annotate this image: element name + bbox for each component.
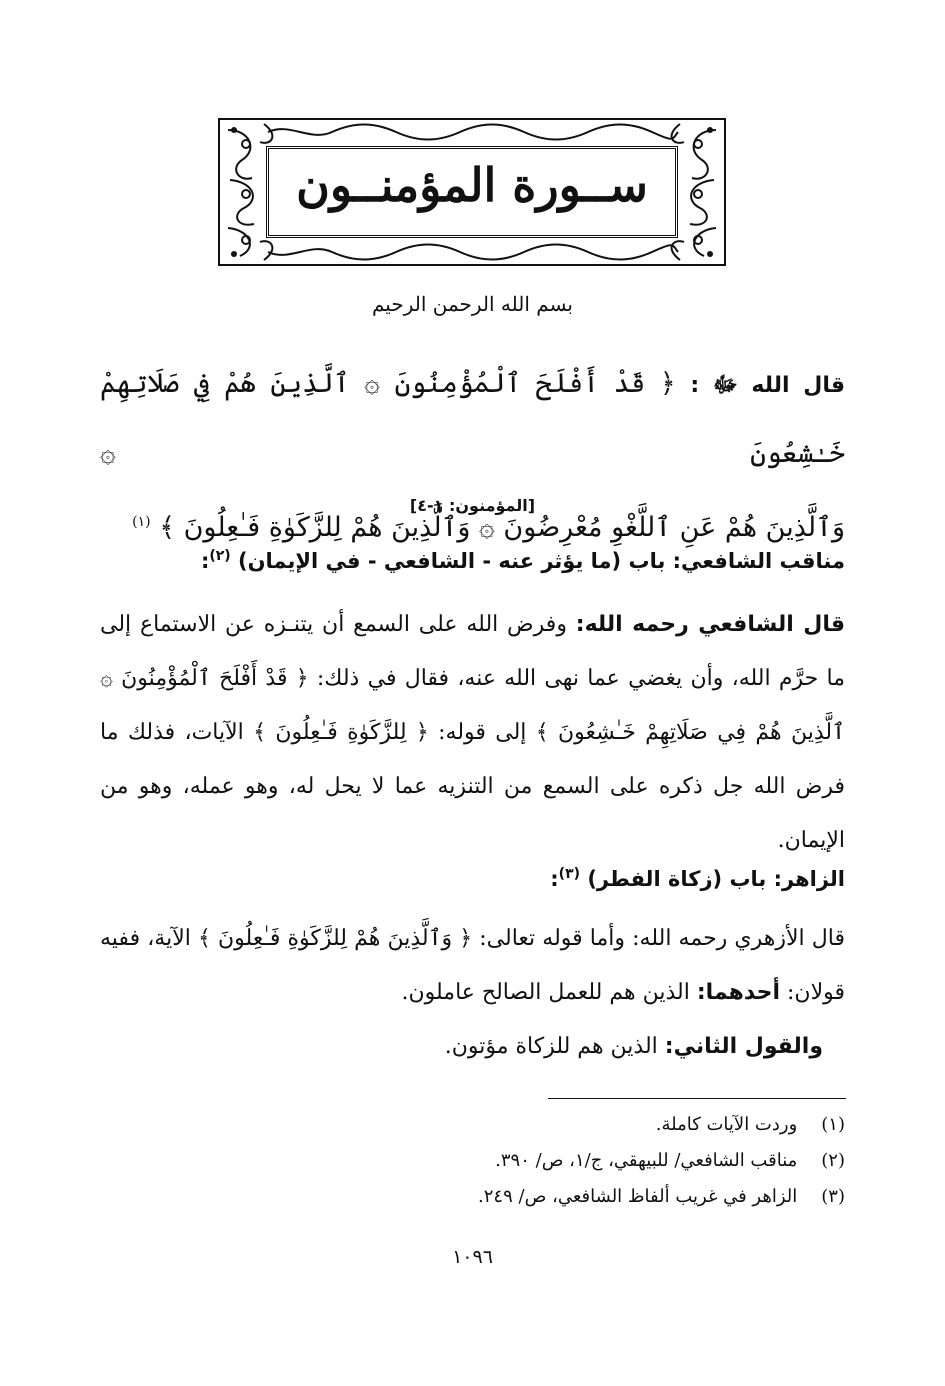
second-opinion-text: الذين هم للزكاة مؤتون. bbox=[444, 1034, 658, 1059]
footnote-mark-3: (٣) bbox=[558, 866, 581, 882]
section-heading-manaqib bbox=[201, 548, 845, 573]
speaker-label: قال الشافعي رحمه الله: bbox=[575, 612, 846, 637]
footnote-divider bbox=[548, 1098, 846, 1099]
surah-title: ســورة المؤمنــون bbox=[296, 158, 648, 212]
quran-verse-1-2: ﴿ قَدْ أَفْلَحَ ٱلْمُؤْمِنُونَ ۞ ٱلَّذِينَ هُمْ فِي صَلَاتِهِمْ خَـٰشِعُونَ ۞ bbox=[100, 368, 845, 469]
heading-colon: : bbox=[550, 867, 559, 891]
footnote-mark-1: (١) bbox=[132, 514, 151, 530]
quote-intro: قال الله ﷻ : bbox=[690, 373, 845, 398]
footnote-number: (٢) bbox=[821, 1150, 845, 1171]
paragraph-shafii bbox=[100, 598, 845, 868]
first-opinion-text: الذين هم للعمل الصالح عاملون. bbox=[401, 980, 690, 1005]
heading-text: الزاهر: باب (زكاة الفطر) bbox=[587, 867, 845, 891]
quran-line-1 bbox=[100, 350, 845, 488]
paragraph-second-opinion bbox=[100, 1020, 845, 1074]
footnote-mark-2: (٢) bbox=[209, 548, 231, 564]
footnote-number: (١) bbox=[821, 1114, 845, 1135]
quran-quotation bbox=[100, 350, 845, 562]
first-opinion-label: أحدهما: bbox=[696, 980, 780, 1005]
basmala: بسم الله الرحمن الرحيم bbox=[371, 292, 573, 316]
verse-reference: [المؤمنون: ١-٤] bbox=[409, 496, 536, 515]
quran-verse-3-4: وَٱلَّذِينَ هُمْ عَنِ ٱللَّغْوِ مُعْرِضُونَ ۞ وَٱلَّذِينَ هُمْ لِلزَّكَوٰةِ فَـٰعِلُونَ ﴾ bbox=[159, 512, 845, 543]
paragraph-text: وفرض الله على السمع أن يتنـزه عن الاستماع إلى ما حرَّم الله، وأن يغضي عما نهى الله عنه، فقال في ذلك: ﴿ قَدْ أَفْلَحَ ٱلْمُؤْمِنُونَ ۞ ٱلَّذِينَ هُمْ فِي صَلَاتِهِمْ خَـٰشِعُونَ ﴾ إلى قوله: ﴿ لِلزَّكَوٰةِ فَـٰعِلُونَ ﴾ الآيات، فذلك ما فرض الله جل ذكره على السمع من التنزيه عما لا يحل له، وهو عمله، وهو من الإيمان. bbox=[100, 612, 845, 853]
footnote-2 bbox=[495, 1150, 845, 1171]
surah-title-frame bbox=[218, 118, 726, 266]
footnote-number: (٣) bbox=[821, 1186, 845, 1207]
second-opinion-label: والقول الثاني: bbox=[664, 1034, 823, 1059]
footnote-text: وردت الآيات كاملة. bbox=[655, 1114, 798, 1135]
footnote-1 bbox=[656, 1114, 845, 1135]
heading-text: مناقب الشافعي: باب (ما يؤثر عنه - الشافعي - في الإيمان) bbox=[238, 549, 845, 573]
heading-colon: : bbox=[200, 549, 210, 573]
section-heading-zahir bbox=[550, 866, 845, 891]
footnote-text: الزاهر في غريب ألفاظ الشافعي، ص/ ٢٤٩. bbox=[478, 1186, 798, 1207]
azhari-text: قال الأزهري رحمه الله: وأما قوله تعالى: ﴿ وَٱلَّذِينَ هُمْ لِلزَّكَوٰةِ فَـٰعِلُونَ ﴾ الآية، ففيه قولان: bbox=[100, 926, 845, 1005]
footnote-3 bbox=[478, 1186, 845, 1207]
page-number: ١٠٩٦ bbox=[452, 1246, 493, 1268]
footnote-text: مناقب الشافعي/ للبيهقي، ج/١، ص/ ٣٩٠. bbox=[495, 1150, 798, 1171]
paragraph-azhari bbox=[100, 912, 845, 1020]
